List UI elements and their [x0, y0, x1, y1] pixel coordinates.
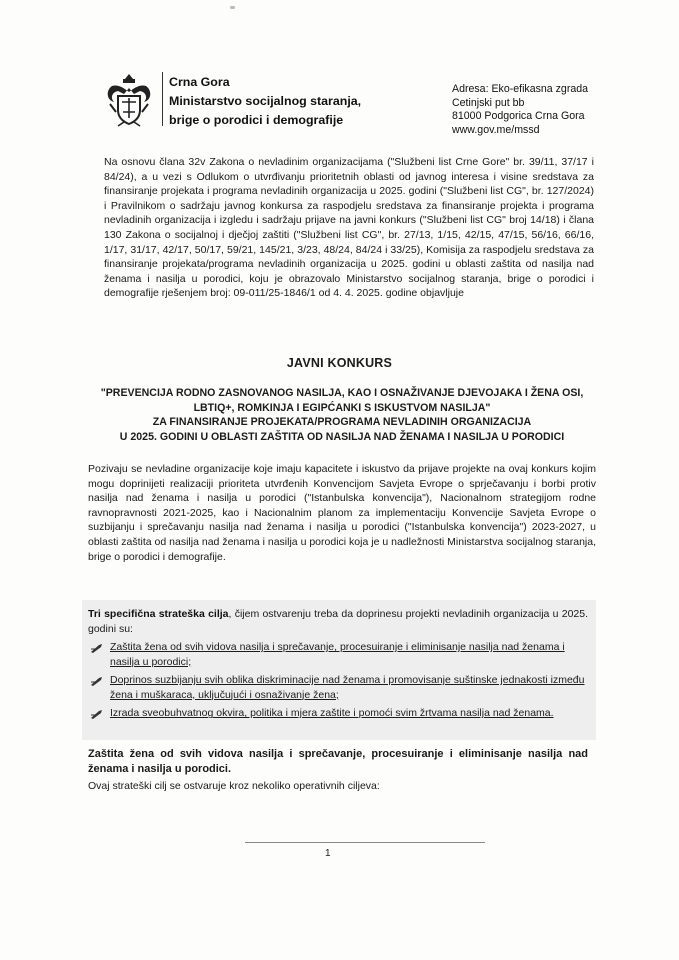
- goal-text: Doprinos suzbijanju svih oblika diskriminacije nad ženama i promovisanje suštinske jednakosti između žena i muškaraca, uključujući i osnaživanje žena;: [110, 674, 585, 701]
- heading-line: "PREVENCIJA RODNO ZASNOVANOG NASILJA, KAO I OSNAŽIVANJE DJEVOJAKA I ŽENA OSI,: [100, 387, 584, 399]
- heading-line: LBTIQ+, ROMKINJA I EGIPĆANKI S ISKUSTVOM NASILJA": [193, 401, 491, 414]
- pen-bullet-icon: [90, 643, 104, 653]
- section-heading: Zaštita žena od svih vidova nasilja i sprečavanje, procesuiranje i eliminisanje nasilja nad ženama i nasilja u porodici.: [88, 748, 588, 775]
- scan-mark: [230, 6, 235, 9]
- goals-intro-text: , čijem ostvarenju treba da doprinesu projekti nevladinih organizacija u 2025. godini su:: [88, 608, 589, 635]
- pen-bullet-icon: [90, 676, 104, 686]
- address-line: Adresa: Eko-efikasna zgrada: [452, 83, 589, 95]
- pen-bullet-icon: [90, 709, 104, 719]
- org-ministry-cont: brige o porodici i demografije: [169, 113, 344, 127]
- list-item: [88, 640, 588, 669]
- address-line: 81000 Podgorica Crna Gora: [452, 110, 585, 123]
- footer-divider: [245, 842, 485, 843]
- heading-line: ZA FINANSIRANJE PROJEKATA/PROGRAMA NEVLADINIH ORGANIZACIJA: [152, 416, 532, 429]
- goals-list: [88, 640, 588, 725]
- call-paragraph: Pozivaju se nevladine organizacije koje imaju kapacitete i iskustvo da prijave projekte na ovaj konkurs kojim mogu doprinijeti realizaciji prioriteta utvrđenih Konvencijom Savjeta Evrope o sprječavanju i borbi protiv nasilja nad ženama i nasilja u porodici ("Istanbulska konvencija"), Nacionalnom strategijom rodne ravnopravnosti 2021-2025, kao i Nacionalnim planom za implementaciju Konvencije Savjeta Evrope o suzbijanju i sprečavanju nasilja nad ženama i nasilja u porodici ("Istanbulska konvencija") 2023-2027, u oblasti zaštita od nasilja nad ženama i nasilja u porodici koja je u nadležnosti Ministarstva socijalnog staranja, brige o porodici i demografije.: [88, 463, 596, 563]
- address-block: [452, 83, 588, 137]
- goal-text: Zaštita žena od svih vidova nasilja i sprečavanje, procesuiranje i eliminisanje nasilja nad ženama i nasilja u porodici;: [110, 641, 565, 668]
- goal-text: Izrada sveobuhvatnog okvira, politika i mjera zaštite i pomoći svim žrtvama nasilja nad ženama.: [110, 707, 554, 720]
- goals-intro-bold: Tri specifična strateška cilja: [88, 608, 229, 620]
- org-country: Crna Gora: [169, 75, 230, 89]
- ministry-name: [169, 73, 361, 130]
- coat-of-arms-icon: [104, 72, 154, 128]
- list-item: [88, 673, 588, 702]
- page-number: 1: [325, 848, 331, 859]
- heading-line: U 2025. GODINI U OBLASTI ZAŠTITA OD NASILJA NAD ŽENAMA I NASILJA U PORODICI: [119, 430, 565, 443]
- org-ministry: Ministarstvo socijalnog staranja,: [169, 94, 362, 108]
- website-link[interactable]: www.gov.me/mssd: [452, 123, 540, 136]
- intro-paragraph: Na osnovu člana 32v Zakona o nevladinim organizacijama ("Službeni list Crne Gore" br. 39/11, 37/17 i 84/24), a u vezi s Odlukom o utvrđivanju prioritetnih oblasti od javnog interesa i visine sredstava za finansiranje projekata i programa nevladinih organizacija u 2025. godini ("Službeni list CG", br. 127/2024) i Pravilnikom o sadržaju javnog konkursa za raspodjelu sredstava za finansiranje projekta i programa nevladinih organizacija i izgledu i sadržaju prijave na javni konkurs ("Službeni list CG" broj 14/18) i člana 130 Zakona o socijalnoj i dječjoj zaštiti ("Službeni list CG", br. 27/13, 1/15, 42/15, 47/15, 56/16, 66/16, 1/17, 31/17, 42/17, 50/17, 59/21, 145/21, 3/23, 48/24, 84/24 i 33/25), Komisija za raspodjelu sredstava za finansiranje projekata/programa nevladinih organizacija u 2025. godini u oblasti zaštita od nasilja nad ženama i nasilja u porodici, koju je obrazovalo Ministarstvo socijalnog staranja, brige o porodici i demografije rješenjem broj: 09-011/25-1846/1 od 4. 4. 2025. godine objavljuje: [104, 156, 594, 300]
- document-title: JAVNI KONKURS: [286, 356, 393, 370]
- contest-heading: [88, 386, 596, 444]
- list-item: [88, 706, 588, 721]
- goals-intro: [88, 607, 588, 636]
- section-text: Ovaj strateški cilj se ostvaruje kroz nekoliko operativnih ciljeva:: [88, 780, 380, 792]
- header-divider: [162, 72, 163, 126]
- address-line: Cetinjski put bb: [452, 96, 525, 109]
